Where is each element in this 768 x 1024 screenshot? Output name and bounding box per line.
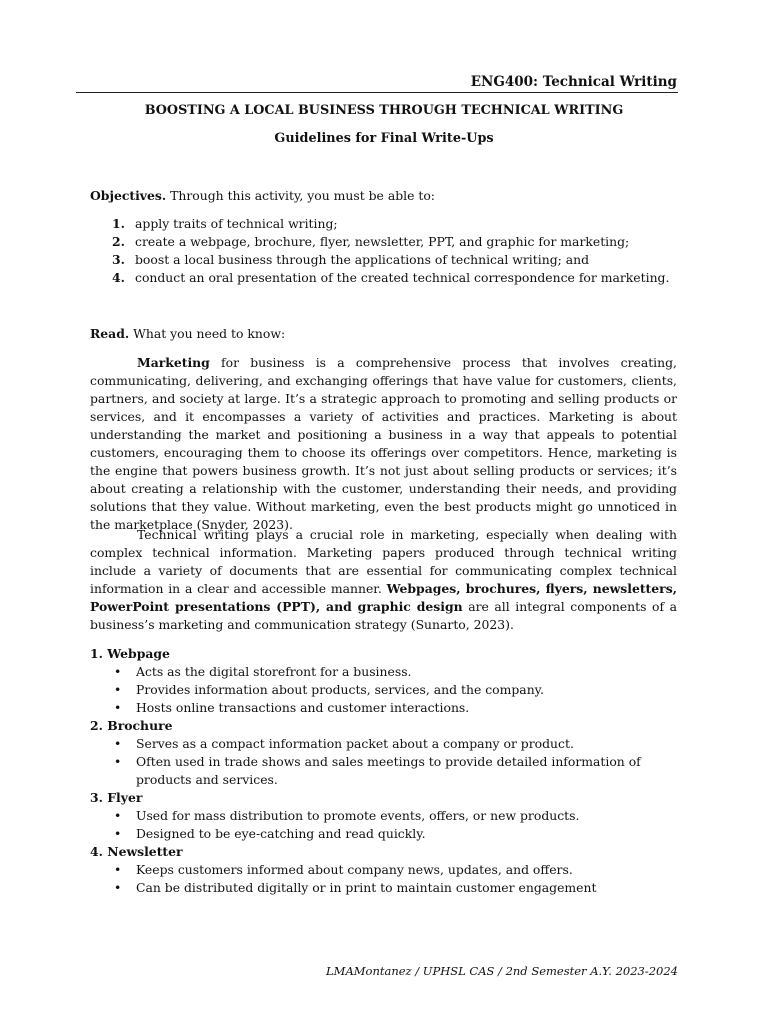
objective-number: 4.	[112, 270, 125, 285]
components-list-bold: Webpages, brochures, flyers, newsletters, PowerPoint presentations (PPT), and graphic design	[90, 581, 677, 614]
header-rule	[76, 92, 678, 93]
page-footer: LMAMontanez / UPHSL CAS / 2nd Semester A.Y. 2023-2024	[326, 964, 678, 978]
objective-text: create a webpage, brochure, flyer, newsletter, PPT, and graphic for marketing;	[135, 234, 630, 249]
bullet-item: • Used for mass distribution to promote events, offers, or new products.	[90, 807, 677, 825]
section-heading-brochure: 2. Brochure	[90, 718, 173, 733]
paragraph-technical-writing	[90, 526, 677, 634]
document-subtitle: Guidelines for Final Write-Ups	[274, 131, 494, 146]
section-heading-newsletter: 4. Newsletter	[90, 844, 183, 859]
technical-writing-text: Technical writing plays a crucial role in marketing, especially when dealing with complex technical information. Marketing papers produced through technical writing include a variety of documents that are essential for communicating complex technical information in a clear and accessible manner.	[90, 527, 677, 596]
section-heading-flyer: 3. Flyer	[90, 790, 143, 805]
marketing-text: for business is a comprehensive process that involves creating, communicating, delivering, and exchanging offerings that have value for customers, clients, partners, and society at large. It’s a strategic approach to promoting and selling products or services, and it encompasses a variety of activities and practices. Marketing is about understanding the market and positioning a business in a way that appeals to potential customers, encouraging them to choose its offerings over competitors. Hence, marketing is the engine that powers business growth. It’s not just about selling products or services; it’s about creating a relationship with the customer, understanding their needs, and providing solutions that they value. Without marketing, even the best products might go unnoticed in the marketplace (Snyder, 2023).	[90, 355, 677, 532]
paragraph-marketing	[90, 354, 677, 534]
section-bullets-webpage	[90, 663, 677, 717]
objective-text: apply traits of technical writing;	[135, 216, 338, 231]
bullet-item: • Designed to be eye-catching and read quickly.	[90, 825, 677, 843]
read-intro-text: What you need to know:	[129, 326, 286, 341]
objective-number: 2.	[112, 234, 125, 249]
section-bullets-newsletter	[90, 861, 677, 897]
bullet-item: • Acts as the digital storefront for a business.	[90, 663, 677, 681]
bullet-item: • Serves as a compact information packet about a company or product.	[90, 735, 677, 753]
bullet-item: • Hosts online transactions and customer interactions.	[90, 699, 677, 717]
objectives-intro-text: Through this activity, you must be able to:	[166, 188, 435, 203]
objective-item	[90, 215, 677, 233]
bullet-item: • Can be distributed digitally or in print to maintain customer engagement	[90, 879, 677, 897]
section-bullets-brochure	[90, 735, 677, 789]
objectives-list-wrap	[90, 215, 677, 287]
read-intro	[90, 325, 677, 343]
technical-writing-end: are all integral components of a business’s marketing and communication strategy (Sunarto, 2023).	[90, 599, 677, 632]
document-title: BOOSTING A LOCAL BUSINESS THROUGH TECHNICAL WRITING	[144, 103, 624, 118]
section-heading-webpage: 1. Webpage	[90, 646, 170, 661]
objective-number: 1.	[112, 216, 125, 231]
objective-text: boost a local business through the applications of technical writing; and	[135, 252, 590, 267]
objective-item	[90, 233, 677, 251]
objectives-label: Objectives.	[90, 188, 167, 203]
objective-item	[90, 269, 677, 287]
objectives-intro	[90, 187, 677, 205]
bullet-item: • Often used in trade shows and sales meetings to provide detailed information of products and services.	[90, 753, 677, 789]
objective-number: 3.	[112, 252, 125, 267]
marketing-term: Marketing	[137, 355, 210, 370]
read-label: Read.	[90, 326, 130, 341]
objective-text: conduct an oral presentation of the created technical correspondence for marketing.	[135, 270, 670, 285]
sections	[90, 645, 677, 897]
objectives-list	[90, 215, 677, 287]
course-header: ENG400: Technical Writing	[470, 74, 677, 90]
section-bullets-flyer	[90, 807, 677, 843]
objective-item	[90, 251, 677, 269]
bullet-item: • Keeps customers informed about company news, updates, and offers.	[90, 861, 677, 879]
bullet-item: • Provides information about products, services, and the company.	[90, 681, 677, 699]
